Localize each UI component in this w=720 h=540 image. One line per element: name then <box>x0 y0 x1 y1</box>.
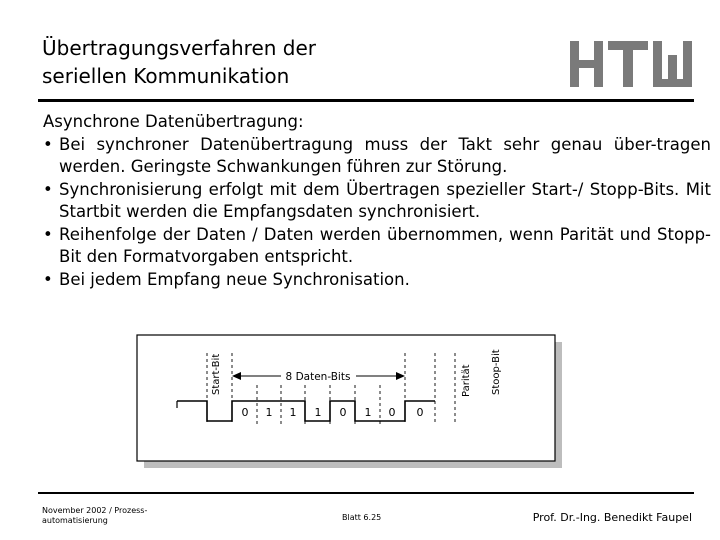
serial-frame-diagram <box>135 333 565 471</box>
start-bit-label: Start-Bit <box>211 353 222 395</box>
footer-author: Prof. Dr.-Ing. Benedikt Faupel <box>532 511 692 524</box>
slide-body <box>43 111 711 291</box>
parity-label: Parität <box>461 364 472 397</box>
header-divider <box>38 99 694 102</box>
htw-logo-icon <box>570 41 692 87</box>
page-title <box>42 34 462 90</box>
list-item: • Synchronisierung erfolgt mit dem Übertragen spezieller Start-/ Stopp-Bits. Mit Startbit werden die Empfangsdaten synchronisiert. <box>43 179 711 221</box>
bit-value: 0 <box>416 406 424 419</box>
section-heading: Asynchrone Datenübertragung: <box>43 112 304 131</box>
title-line-2: seriellen Kommunikation <box>42 64 290 88</box>
bit-value: 0 <box>241 406 249 419</box>
bullet-icon: • <box>43 224 53 244</box>
stop-bit-label: Stoop-Bit <box>491 349 502 395</box>
footer-divider <box>38 492 694 494</box>
bullet-icon: • <box>43 134 53 154</box>
bullet-list <box>43 134 711 292</box>
list-item: • Bei synchroner Datenübertragung muss der Takt sehr genau über-tragen werden. Geringste Schwankungen führen zur Störung. <box>43 134 711 176</box>
bit-value: 1 <box>364 406 372 419</box>
bit-value: 1 <box>289 406 297 419</box>
footer-page-number: Blatt 6.25 <box>342 513 382 522</box>
bit-value: 0 <box>339 406 347 419</box>
bit-value: 1 <box>265 406 273 419</box>
list-item: • Bei jedem Empfang neue Synchronisation. <box>43 269 711 292</box>
data-bits-label: 8 Daten-Bits <box>285 371 351 383</box>
bullet-icon: • <box>43 179 53 199</box>
bullet-icon: • <box>43 269 53 289</box>
list-item: • Reihenfolge der Daten / Daten werden übernommen, wenn Parität und Stopp-Bit den Formatvorgaben entspricht. <box>43 224 711 266</box>
title-line-1: Übertragungsverfahren der <box>42 36 317 60</box>
bit-value: 1 <box>314 406 322 419</box>
bit-value: 0 <box>388 406 396 419</box>
footer-date: November 2002 / Prozess- automatisierung <box>42 506 148 525</box>
